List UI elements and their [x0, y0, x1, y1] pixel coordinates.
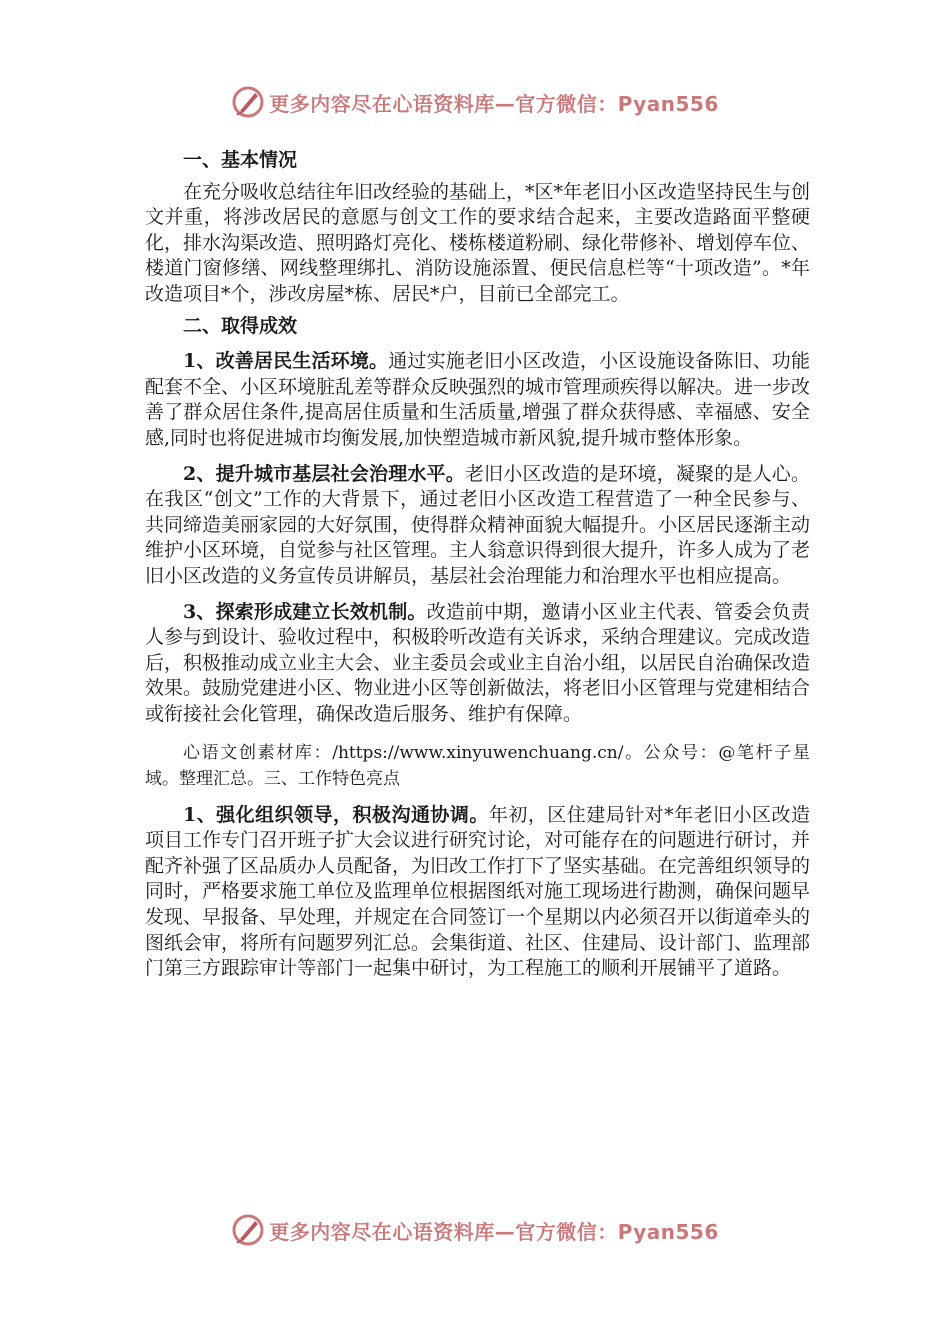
banner-text: 更多内容尽在心语资料库—官方微信：Pyan556	[269, 91, 719, 116]
feature-1-body: 年初，区住建局针对*年老旧小区改造项目工作专门召开班子扩大会议进行研究讨论，对可能存在的问题进行研讨，并配齐补强了区品质办人员配备，为旧改工作打下了坚实基础。在完善组织领导的同时，严格要求施工单位及监理单位根据图纸对施工现场进行勘测，确保问题早发现、早报备、早处理，并规定在合同签订一个星期以内必须召开以街道牵头的图纸会审，将所有问题罗列汇总。会集街道、社区、住建局、设计部门、监理部门第三方跟踪审计等部门一起集中研讨，为工程施工的顺利开展铺平了道路。	[145, 803, 811, 980]
result-3-body: 改造前中期，邀请小区业主代表、管委会负责人参与到设计、验收过程中，积极聆听改造有关诉求，采纳合理建议。完成改造后，积极推动成立业主大会、业主委员会或业主自治小组，以居民自治确保改造效果。鼓励党建进小区、物业进小区等创新做法，将老旧小区管理与党建相结合或衔接社会化管理，确保改造后服务、维护有保障。	[145, 600, 811, 725]
paragraph-result-2	[145, 462, 810, 590]
pen-circle-logo-icon	[231, 85, 265, 119]
result-1-lead: 1、改善居民生活环境。	[183, 350, 389, 373]
result-2-body: 老旧小区改造的是环境，凝聚的是人心。在我区“创文”工作的大背景下，通过老旧小区改造工程营造了一种全民参与、共同缔造美丽家园的大好氛围，使得群众精神面貌大幅提升。小区居民逐渐主动维护小区环境，自觉参与社区管理。主人翁意识得到很大提升，许多人成为了老旧小区改造的义务宣传员讲解员，基层社会治理能力和治理水平也相应提高。	[145, 462, 811, 587]
paragraph-feature-1	[145, 803, 810, 982]
section-heading-results: 二、取得成效	[183, 314, 298, 337]
footer-banner	[0, 1210, 950, 1250]
section-heading-basic: 一、基本情况	[183, 149, 298, 171]
result-1-body: 通过实施老旧小区改造，小区设施设备陈旧、功能配套不全、小区环境脏乱差等群众反映强烈的城市管理顽疾得以解决。进一步改善了群众居住条件,提高居住质量和生活质量,增强了群众获得感、幸福感、安全感,同时也将促进城市均衡发展,加快塑造城市新风貌,提升城市整体形象。	[145, 350, 811, 449]
header-banner	[0, 82, 950, 122]
feature-1-lead: 1、强化组织领导，积极沟通协调。	[183, 803, 489, 826]
source-note: 心语文创素材库：/https://www.xinyuwenchuang.cn/。公众号：@笔杆子星域。整理汇总。三、工作特色亮点	[145, 743, 810, 790]
pen-circle-logo-icon	[231, 1213, 265, 1247]
paragraph-result-3	[145, 600, 810, 728]
paragraph-basic-info: 在充分吸收总结往年旧改经验的基础上，*区*年老旧小区改造坚持民生与创文并重，将涉改居民的意愿与创文工作的要求结合起来，主要改造路面平整硬化，排水沟渠改造、照明路灯亮化、楼栋楼道粉刷、绿化带修补、增划停车位、楼道门窗修缮、网线整理绑扎、消防设施添置、便民信息栏等“十项改造”。*年改造项目*个，涉改房屋*栋、居民*户，目前已全部完工。	[145, 180, 811, 305]
result-3-lead: 3、探索形成建立长效机制。	[183, 600, 427, 623]
result-2-lead: 2、提升城市基层社会治理水平。	[183, 462, 465, 485]
banner-text: 更多内容尽在心语资料库—官方微信：Pyan556	[269, 1219, 719, 1244]
paragraph-result-1	[145, 349, 810, 451]
document-body	[145, 142, 810, 982]
